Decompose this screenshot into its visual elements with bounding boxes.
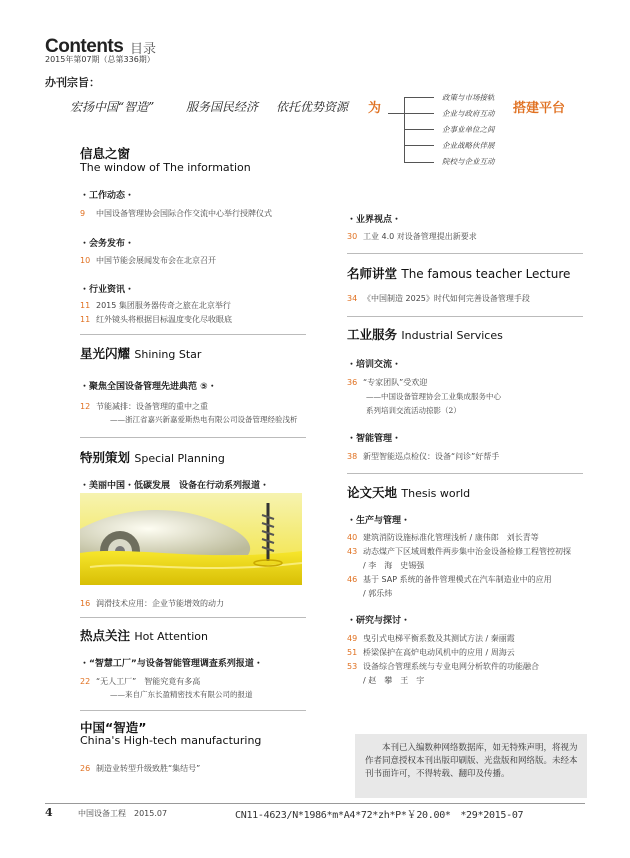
divider [80,710,306,711]
subhead-research: ・研究与探讨・ [347,616,411,626]
subhead-hot: ・“智慧工厂”与设备智能管理调查系列报道・ [80,659,263,669]
toc-entry[interactable]: 16 润滑技术应用：企业节能增效的动力 [80,599,224,608]
mission-item: 院校与企业互动 [442,157,495,166]
toc-entry-sub: ——来自广东长盈精密技术有限公司的报道 [110,690,253,699]
mission-item: 企业战略伙伴展 [442,141,495,150]
subhead-meeting: ・会务发布・ [80,239,135,249]
feature-image [80,493,302,585]
toc-entry[interactable]: 12 节能减排：设备管理的重中之重 [80,402,208,411]
bracket-tick-3 [404,129,434,130]
section-title-info: 信息之窗 [80,146,131,161]
subhead-star: ・聚焦全国设备管理先进典范 ⑤・ [80,382,217,392]
toc-entry: / 郭乐炜 [363,589,393,598]
toc-entry-sub: 系列培训交流活动掠影（2） [366,406,461,415]
toc-entry[interactable]: 40 建筑消防设施标准化管理浅析 / 康伟郎 刘长青等 [347,533,539,542]
slogan-part-5: 搭建平台 [513,101,566,116]
toc-entry[interactable]: 49 曳引式电梯平衡系数及其测试方法 / 秦丽霞 [347,634,515,643]
mission-item: 政策与市场接轨 [442,93,495,102]
mission-label: 办刊宗旨： [45,76,100,89]
section-title-info-en: The window of The information [80,161,251,174]
issue-number: 2015年第07期（总第336期） [45,55,155,64]
contents-title: Contents [45,36,124,57]
toc-entry[interactable]: 53 设备综合管理系统与专业电网分析软件的功能融合 [347,662,539,671]
slogan-part-4: 为 [368,101,382,116]
toc-entry[interactable]: 9 中国设备管理协会国际合作交流中心举行授牌仪式 [80,209,272,218]
toc-entry[interactable]: 30 工业 4.0 对设备管理提出新要求 [347,232,477,241]
subhead-training: ・培训交流・ [347,360,402,370]
slogan-part-1: 宏扬中国“智造” [70,100,155,114]
section-title-special: 特别策划 Special Planning [80,450,225,465]
bracket-tick-4 [404,145,434,146]
toc-entry[interactable]: 26 制造业转型升级致胜“集结号” [80,764,201,773]
divider [80,617,306,618]
section-title-service: 工业服务 Industrial Services [347,327,503,342]
subhead-smart: ・智能管理・ [347,434,402,444]
toc-entry[interactable]: 10 中国节能会展闻发布会在北京召开 [80,256,216,265]
section-title-china: 中国“智造” [80,720,147,735]
section-title-china-en: China's High-tech manufacturing [80,734,262,747]
toc-entry[interactable]: 11 2015 集团服务器传奇之旅在北京举行 [80,301,231,310]
divider [347,253,583,254]
section-title-lecture: 名师讲堂 The famous teacher Lecture [347,266,571,281]
divider [80,437,306,438]
toc-entry[interactable]: 34 《中国制造 2025》时代如何完善设备管理手段 [347,294,530,303]
copyright-notice-text: 本刊已入编数种网络数据库，如无特殊声明，将视为作者同意授权本刊出版印刷版、光盘版和网络版。未经本刊书面许可，不得转载、翻印及传播。 [365,743,578,779]
section-title-star: 星光闪耀 Shining Star [80,346,202,361]
subhead-special: ・美丽中国・低碳发展 设备在行动系列报道・ [80,481,270,491]
footer-code: CN11-4623/N*1986*m*A4*72*zh*P*￥20.00* *29*2015-07 [235,810,524,821]
mission-item: 企事业单位之间 [442,125,495,134]
footer-magazine: 中国设备工程 2015.07 [78,809,168,818]
toc-entry[interactable]: 51 桥梁保护在高炉电动风机中的应用 / 周海云 [347,648,515,657]
subhead-industry-view: ・业界视点・ [347,215,402,225]
toc-entry: / 李 海 史锡强 [363,561,425,570]
bracket-tick-1 [404,97,434,98]
toc-entry-sub: ——中国设备管理协会工业集成服务中心 [366,392,501,401]
page-number: 4 [45,806,53,819]
contents-cn-title: 目录 [130,42,157,57]
bracket-tick-2 [404,113,434,114]
toc-entry[interactable]: 43 动态煤产下区域周敷件两步集中治金设备检修工程管控初探 [347,547,571,556]
toc-entry[interactable]: 46 基于 SAP 系统的备件管理模式在汽车制造业中的应用 [347,575,552,584]
bracket-stem [388,113,404,114]
toc-entry[interactable]: 11 红外镜头将根据目标温度变化尽收眼底 [80,315,232,324]
footer-rule [45,803,585,804]
divider [347,316,583,317]
divider [80,334,306,335]
toc-entry-sub: ——浙江省嘉兴新嘉爱斯热电有限公司设备管理经验浅析 [110,415,298,424]
subhead-work: ・工作动态・ [80,191,135,201]
lubricant-illustration [80,493,302,585]
bracket-tick-5 [404,162,434,163]
toc-entry: / 赵 攀 王 宇 [363,676,425,685]
subhead-production: ・生产与管理・ [347,516,411,526]
divider [347,473,583,474]
toc-entry[interactable]: 38 新型智能巡点检仪：设备“问诊”好帮手 [347,452,500,461]
slogan-part-2: 服务国民经济 [186,100,259,114]
section-title-hot: 热点关注 Hot Attention [80,628,208,643]
mission-item: 企业与政府互动 [442,109,495,118]
section-title-thesis: 论文天地 Thesis world [347,485,471,500]
slogan-part-3: 依托优势资源 [276,100,349,114]
toc-entry[interactable]: 22 “无人工厂” 智能究竟有多高 [80,677,201,686]
subhead-industry: ・行业资讯・ [80,285,135,295]
toc-entry[interactable]: 36 “专家团队”受欢迎 [347,378,428,387]
bracket-line [404,97,405,163]
